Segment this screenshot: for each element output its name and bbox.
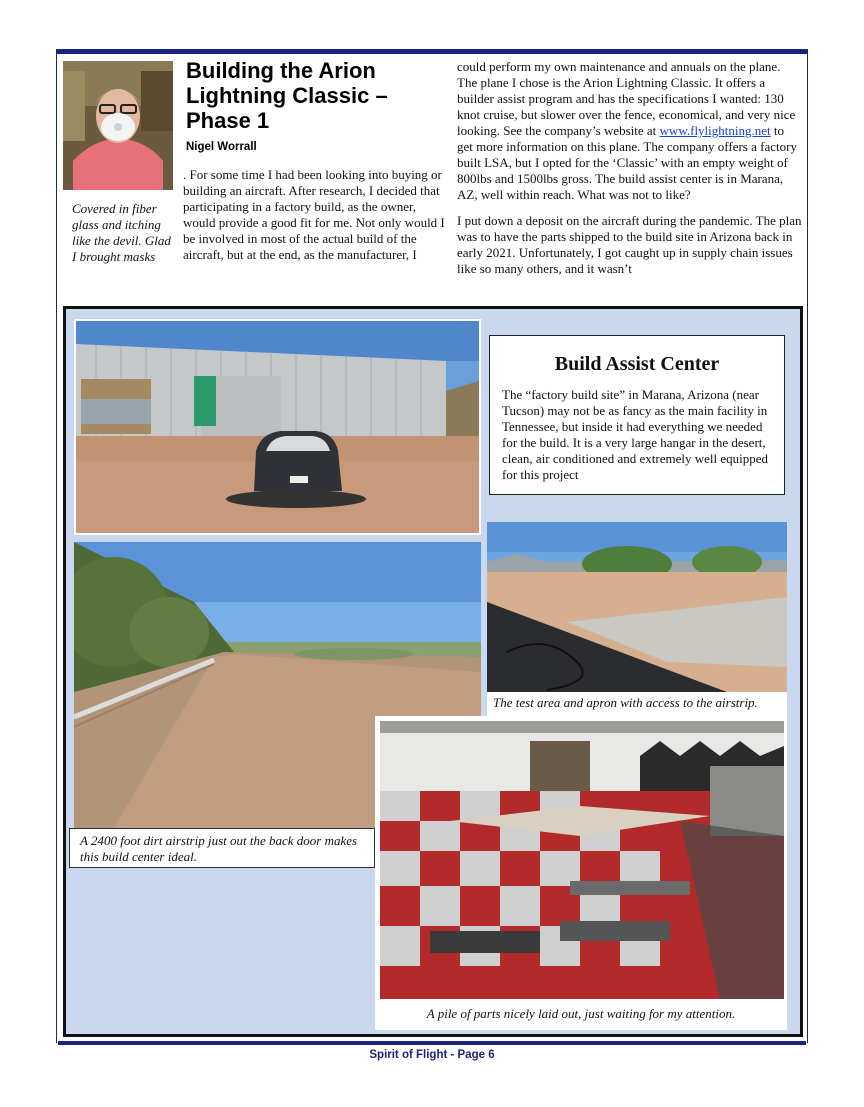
article-author: Nigel Worrall (186, 141, 257, 153)
build-assist-center-box (489, 335, 785, 495)
bottom-rule (58, 1041, 806, 1045)
parts-photo (380, 721, 784, 999)
airstrip-caption: A 2400 foot dirt airstrip just out the back door makes this build center ideal. (69, 828, 375, 868)
frame-left-rule (56, 54, 57, 1043)
column-2-paragraph-1 (457, 59, 802, 203)
apron-photo (487, 522, 787, 692)
paragraph-1-text-a: could perform my own maintenance and annuals on the plane. The plane I chose is the Arion Lightning Classic. It offers a builder assist program and has the specifications I wanted: 130 knot cruise, but slower over the fence, economical, and very nice looking. See the company’s website at (457, 59, 796, 138)
hangar-photo (74, 319, 481, 535)
paragraph-1-text-b: to get more information on this plane. The company offers a factory built LSA, but I opted for the ‘Classic’ with an empty weight of 800lbs and 1500lbs gross. The build assist center is in Marana, AZ, well within reach. What was not to like? (457, 123, 797, 202)
portrait-caption: Covered in fiber glass and itching like the devil. Glad I brought masks (72, 201, 171, 264)
build-assist-center-title: Build Assist Center (554, 353, 720, 375)
article-title: Building the Arion Lightning Classic – Phase 1 (186, 58, 388, 133)
column-2-paragraph-2: I put down a deposit on the aircraft during the pandemic. The plan was to have the parts shipped to the build site in Arizona back in early 2021. Unfortunately, I got caught up in supply chain issues like so many others, and it wasn’t (457, 213, 802, 276)
page-footer: Spirit of Flight - Page 6 (369, 1049, 495, 1061)
column-1-text: . For some time I had been looking into buying or building an aircraft. After research, I decided that participating in a factory build, as the owner, would provide a good fit for me. Not only would I be involved in most of the actual build of the aircraft, but at the end, as the manufacturer, I (183, 167, 445, 262)
parts-caption: A pile of parts nicely laid out, just waiting for my attention. (426, 1006, 736, 1021)
frame-right-rule (807, 54, 808, 1043)
top-rule (56, 49, 808, 54)
article-column-2 (457, 59, 802, 287)
article-column-1 (183, 167, 445, 263)
website-link[interactable]: www.flylightning.net (659, 123, 771, 138)
apron-caption: The test area and apron with access to the airstrip. (487, 692, 787, 728)
author-portrait-photo (63, 61, 173, 190)
build-assist-center-text: The “factory build site” in Marana, Arizona (near Tucson) may not be as fancy as the main facility in Tennessee, but inside it had everything we needed for the build. It is a very large hangar in the desert, clean, air conditioned and extremely well equipped for this project (502, 387, 769, 482)
